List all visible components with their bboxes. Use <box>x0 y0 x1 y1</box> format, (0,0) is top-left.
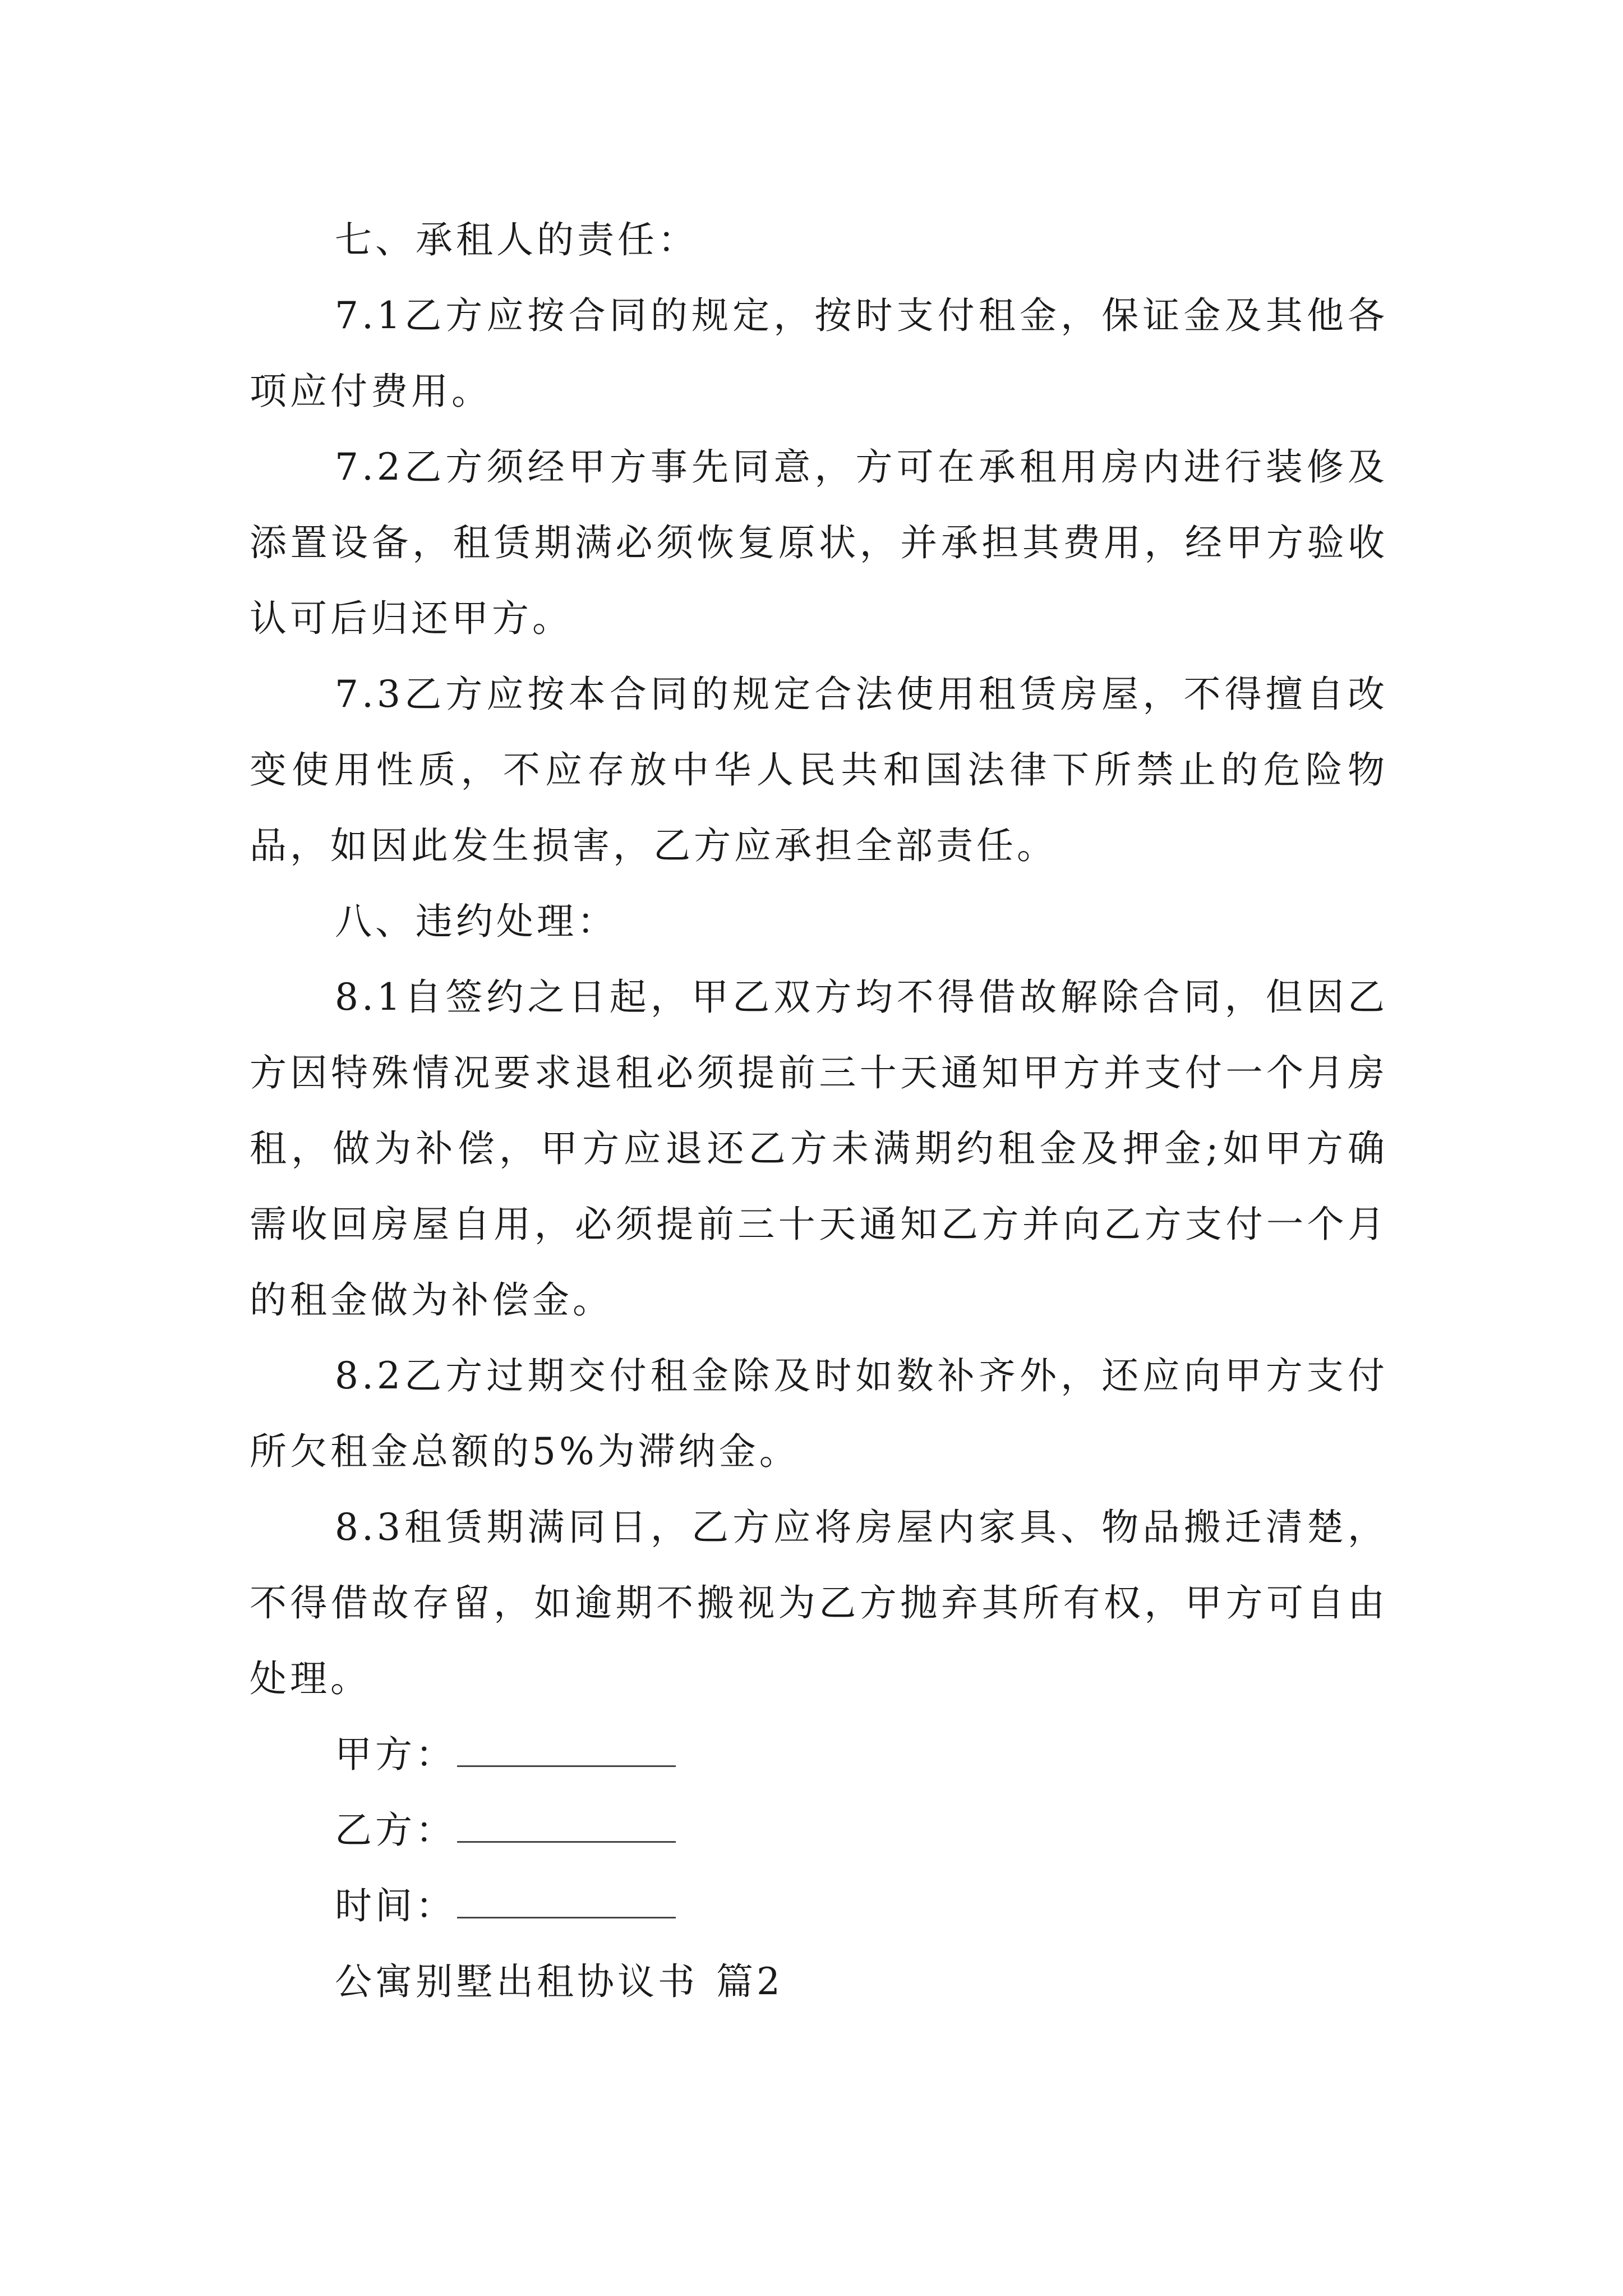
signature-party-b <box>250 1792 1388 1868</box>
signature-time <box>250 1868 1388 1944</box>
clause-7-3: 7.3乙方应按本合同的规定合法使用租赁房屋，不得擅自改变使用性质，不应存放中华人民共和国法律下所禁止的危险物品，如因此发生损害，乙方应承担全部责任。 <box>250 673 1388 867</box>
party-b-blank-line <box>457 1806 676 1843</box>
section-piece-number: 篇2 <box>716 1960 783 2003</box>
time-blank-line <box>457 1882 676 1918</box>
section-title-text: 公寓别墅出租协议书 <box>335 1960 698 2003</box>
clause-8-3: 8.3租赁期满同日，乙方应将房屋内家具、物品搬迁清楚，不得借故存留，如逾期不搬视为乙方抛弃其所有权，甲方可自由处理。 <box>250 1506 1388 1700</box>
clause-7-1: 7.1乙方应按合同的规定，按时支付租金，保证金及其他各项应付费用。 <box>250 294 1388 413</box>
heading-breach-handling: 八、违约处理： <box>335 900 617 943</box>
time-label: 时间： <box>335 1884 456 1927</box>
next-section-title <box>250 1944 1388 2019</box>
party-a-label: 甲方： <box>335 1733 456 1776</box>
party-b-label: 乙方： <box>335 1809 456 1852</box>
party-a-blank-line <box>457 1731 676 1767</box>
clause-8-1: 8.1自签约之日起，甲乙双方均不得借故解除合同，但因乙方因特殊情况要求退租必须提前三十天通知甲方并支付一个月房租，做为补偿，甲方应退还乙方未满期约租金及押金;如甲方确需收回房屋自用，必须提前三十天通知乙方并向乙方支付一个月的租金做为补偿金。 <box>250 976 1388 1322</box>
document-body <box>250 202 1388 2019</box>
clause-7-2: 7.2乙方须经甲方事先同意，方可在承租用房内进行装修及添置设备，租赁期满必须恢复原状，并承担其费用，经甲方验收认可后归还甲方。 <box>250 445 1388 640</box>
signature-party-a <box>250 1717 1388 1792</box>
heading-tenant-responsibilities: 七、承租人的责任： <box>335 218 698 261</box>
clause-8-2: 8.2乙方过期交付租金除及时如数补齐外，还应向甲方支付所欠租金总额的5%为滞纳金。 <box>250 1354 1388 1473</box>
